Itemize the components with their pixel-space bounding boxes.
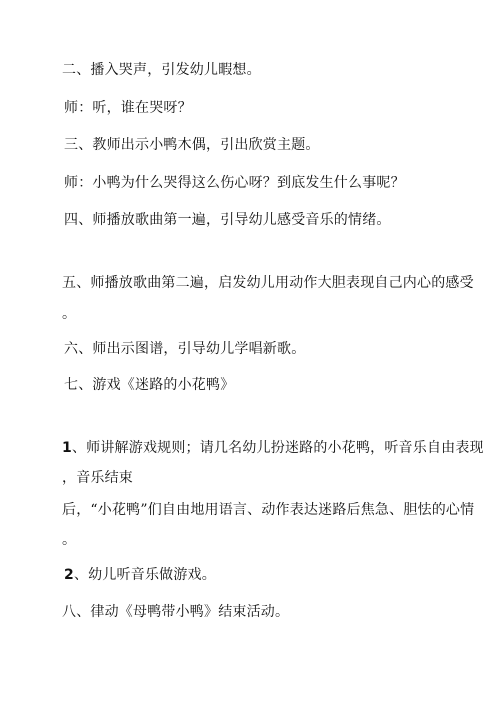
- text-line: 八、律动《母鸭带小鸭》结束活动。: [62, 604, 290, 620]
- text-line: [64, 566, 216, 584]
- step-number: 2: [64, 567, 74, 583]
- text-line: 师：听，谁在哭呀？: [64, 100, 192, 116]
- text-line: 五、师播放歌曲第二遍，启发幼儿用动作大胆表现自己内心的感受: [62, 275, 474, 291]
- step-text: 、幼儿听音乐做游戏。: [73, 567, 216, 583]
- text-line: 七、游戏《迷路的小花鸭》: [64, 377, 235, 393]
- text-line: ，音乐结束: [62, 470, 133, 486]
- text-line: [62, 439, 484, 457]
- text-line: 师：小鸭为什么哭得这么伤心呀？到底发生什么事呢？: [64, 175, 405, 191]
- text-line: 。: [62, 532, 77, 548]
- text-line: 后，“小花鸭”们自由地用语言、动作表达迷路后焦急、胆怯的心情: [62, 502, 475, 518]
- text-line: 三、教师出示小鸭木偶，引出欣赏主题。: [64, 137, 320, 153]
- step-text: 、师讲解游戏规则；请几名幼儿扮迷路的小花鸭，听音乐自由表现: [71, 440, 484, 456]
- text-line: 六、师出示图谱，引导幼儿学唱新歌。: [64, 341, 306, 357]
- text-line: 二、播入哭声，引发幼儿暇想。: [62, 62, 261, 78]
- text-line: 。: [62, 306, 77, 322]
- text-line: 四、师播放歌曲第一遍，引导幼儿感受音乐的情绪。: [64, 212, 391, 228]
- step-number: 1: [62, 440, 72, 456]
